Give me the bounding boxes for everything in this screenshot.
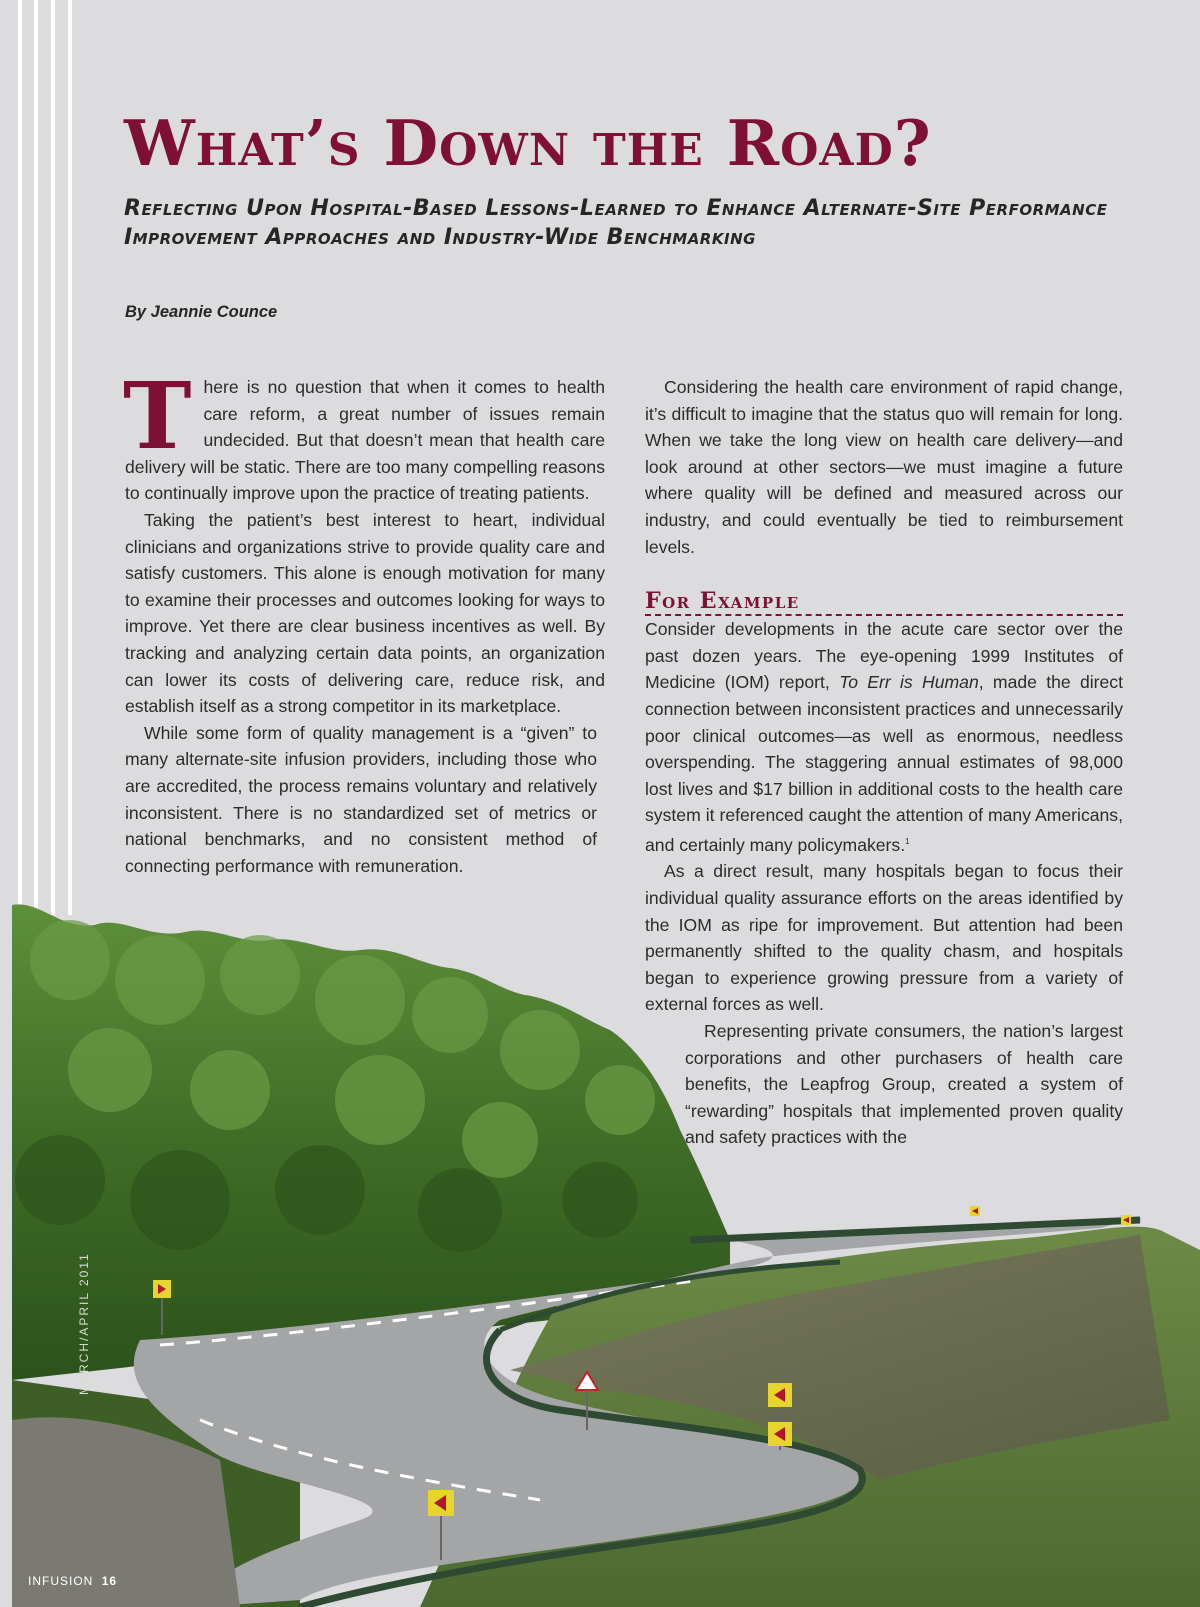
article-title: What’s Down the Road? — [124, 106, 932, 180]
paragraph: While some form of quality management is a “given” to many alternate-site infusion providers, including those who are accredited, the process remains voluntary and relatively inconsistent. There is no standardized set of metrics or national benchmarks, and no consistent method of connecting performance with remuneration. — [125, 722, 597, 876]
paragraph: Representing private consumers, the nation’s largest corporations and other purchasers of health care benefits, the Leapfrog Group, created a system of “rewarding” hospitals that implemented proven quality and safety practices with the — [685, 1020, 1123, 1148]
page-footer — [28, 1574, 117, 1588]
paragraph — [645, 616, 1123, 858]
chevron-sign-icon — [1121, 1215, 1131, 1225]
chevron-sign-icon — [768, 1422, 792, 1446]
page-number: 16 — [101, 1574, 118, 1588]
issue-date: MARCH/APRIL 2011 — [77, 1252, 91, 1395]
paragraph-text: , made the direct connection between inconsistent practices and unnecessarily poor clinical outcomes—as well as enormous, needless overspending. The staggering annual estimates of 98,000 lost lives and $17 billion in additional costs to the health care system it referenced caught the attention of many Americans, and certainly many policymakers. — [645, 672, 1123, 855]
paragraph — [123, 362, 605, 507]
paragraph: Taking the patient’s best interest to heart, individual clinicians and organizations strive to provide quality care and satisfy customers. This alone is enough motivation for many to examine their processes and outcomes looking for ways to improve. Yet there are clear business incentives as well. By tracking and analyzing certain data points, an organization can lower its costs of delivering care, reduce risk, and establish itself as a strong competitor in its marketplace. — [125, 509, 605, 717]
text-column-right — [645, 374, 1123, 1151]
paragraph: As a direct result, many hospitals began to focus their individual quality assurance efforts on the areas identified by the IOM as ripe for improvement. But attention had been permanently shifted to the quality chasm, and hospitals began to experience growing pressure from a variety of external forces as well. — [645, 861, 1123, 1015]
byline: By Jeannie Counce — [125, 303, 278, 321]
magazine-name: INFUSION — [28, 1574, 94, 1588]
paragraph-text: here is no question that when it comes to health care reform, a great number of issues remain undecided. But that doesn’t mean that health care delivery will be static. There are too many compelling reasons to continually improve upon the practice of treating patients. — [125, 377, 605, 504]
report-title: To Err is Human — [839, 672, 979, 693]
drop-cap: T — [123, 362, 192, 470]
paragraph-text: Consider developments in the acute care sector over the past dozen years. The eye-opening 1999 Institutes of Medicine (IOM) report, — [645, 619, 1123, 693]
chevron-sign-icon — [970, 1206, 980, 1216]
section-heading: For Example — [645, 588, 1123, 616]
footnote-marker: 1 — [905, 836, 910, 846]
text-column-left — [123, 362, 605, 879]
paragraph: Considering the health care environment of rapid change, it’s difficult to imagine that the status quo will remain for long. When we take the long view on health care delivery—and look around at other sectors—we must imagine a future where quality will be defined and measured across our industry, and could eventually be tied to reimbursement levels. — [645, 377, 1123, 557]
article-subtitle: Reflecting Upon Hospital-Based Lessons-Learned to Enhance Alternate-Site Performance Improvement Approaches and Industry-Wide Benchmarking — [124, 196, 1108, 250]
